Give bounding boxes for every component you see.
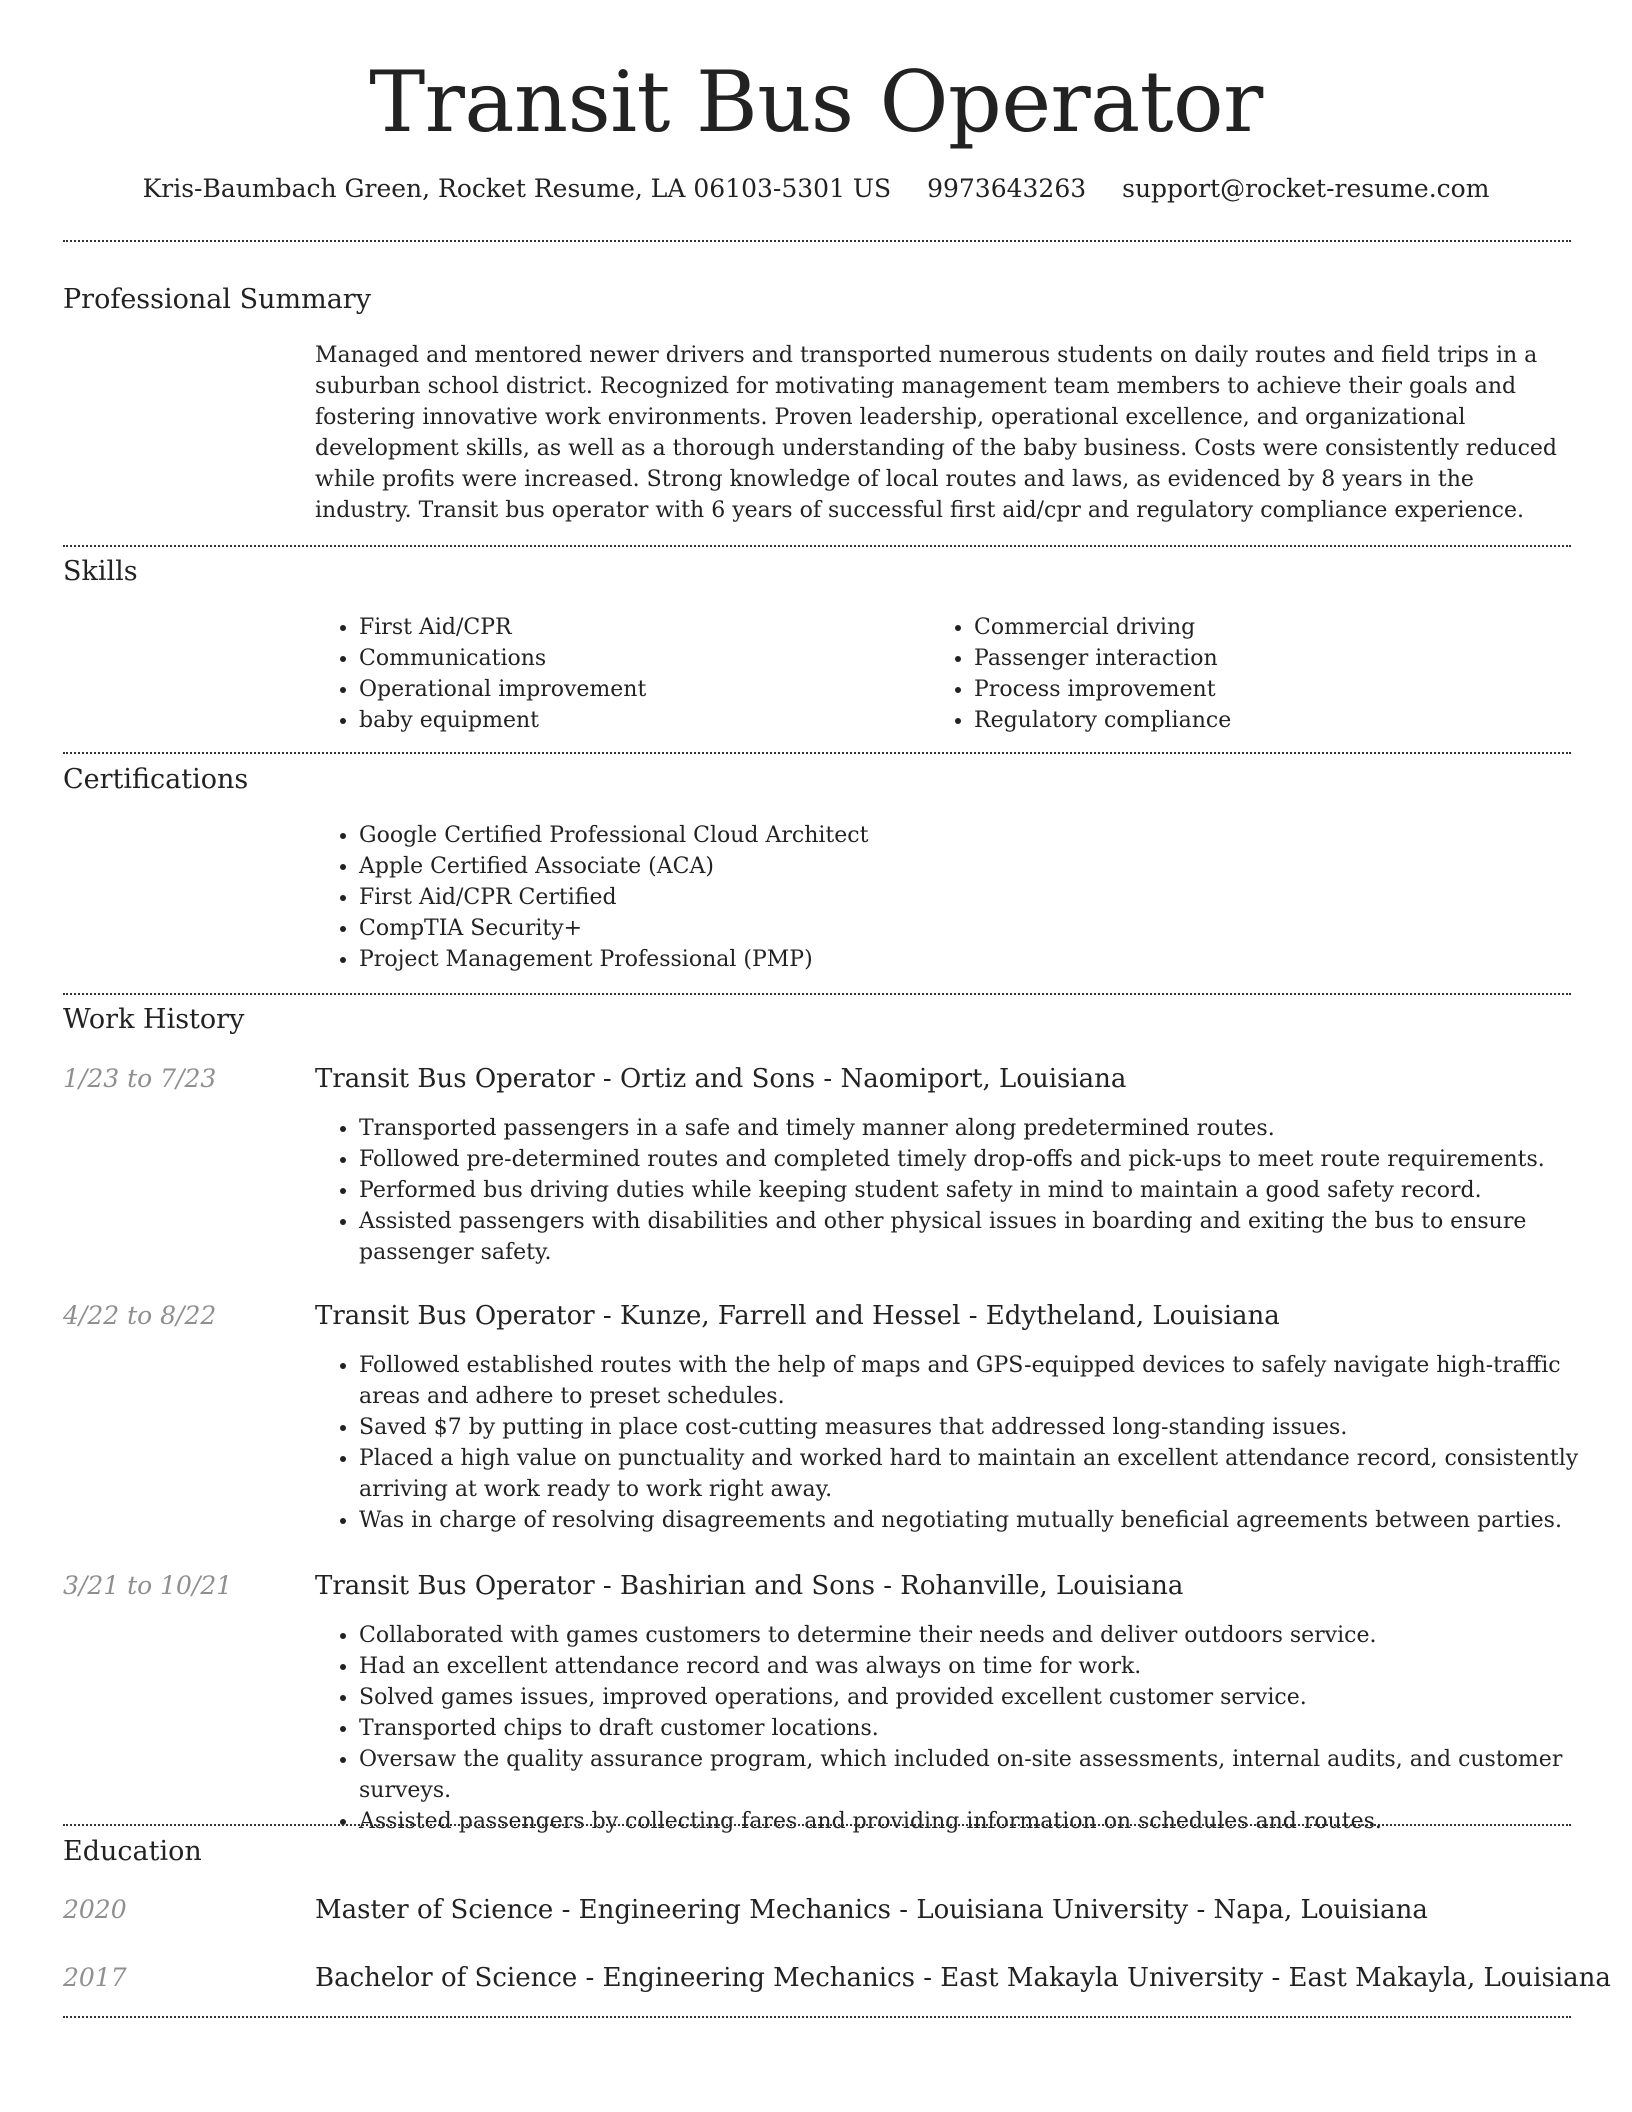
- education-year: 2017: [63, 1963, 127, 1992]
- summary-text: Managed and mentored newer drivers and transported numerous students on daily routes and field trips in a suburban school district. Recognized for motivating management team members to achieve their goals and fostering innovative work environments. Proven leadership, operational excellence, and organizational development skills, as well as a thorough understanding of the baby business. Costs were consistently reduced while profits were increased. Strong knowledge of local routes and laws, as evidenced by 8 years in the industry. Transit bus operator with 6 years of successful first aid/cpr and regulatory compliance experience.: [315, 343, 1558, 523]
- job-bullet: • Placed a high value on punctuality and worked hard to maintain an excellent attendance record, consistently arriving at work ready to work right away.: [359, 1443, 1609, 1505]
- job-bullets: [315, 1113, 1609, 1268]
- skill-item: • Communications: [359, 643, 919, 674]
- job-bullet: • Assisted passengers by collecting fares and providing information on schedules and routes.: [359, 1806, 1609, 1837]
- job-bullet: • Assisted passengers with disabilities and other physical issues in boarding and exiting the bus to ensure passenger safety.: [359, 1206, 1609, 1268]
- certification-item: • Apple Certified Associate (ACA): [359, 851, 1559, 882]
- job-bullets: [315, 1350, 1609, 1536]
- section-title-certifications: Certifications: [63, 764, 249, 795]
- skills-list-right: [930, 612, 1574, 736]
- job-bullet: • Transported passengers in a safe and timely manner along predetermined routes.: [359, 1113, 1609, 1144]
- job-bullets: [315, 1620, 1609, 1837]
- job-bullet: • Followed established routes with the help of maps and GPS-equipped devices to safely navigate high-traffic areas and adhere to preset schedules.: [359, 1350, 1609, 1412]
- contact-phone: 9973643263: [927, 174, 1087, 203]
- divider: [63, 545, 1571, 547]
- section-title-education: Education: [63, 1836, 202, 1867]
- skills-list-left: [315, 612, 919, 736]
- education-year: 2020: [63, 1895, 127, 1924]
- contact-address: Kris-Baumbach Green, Rocket Resume, LA 06103-5301 US: [142, 174, 892, 203]
- section-title-summary: Professional Summary: [63, 284, 371, 315]
- job-bullet: • Transported chips to draft customer locations.: [359, 1713, 1609, 1744]
- certification-item: • First Aid/CPR Certified: [359, 882, 1559, 913]
- skill-item: • Commercial driving: [974, 612, 1574, 643]
- job-bullet: • Oversaw the quality assurance program, which included on-site assessments, internal audits, and customer surveys.: [359, 1744, 1609, 1806]
- divider: [63, 2016, 1571, 2018]
- skill-item: • First Aid/CPR: [359, 612, 919, 643]
- certifications-list: [315, 820, 1559, 975]
- job-bullet: • Had an excellent attendance record and was always on time for work.: [359, 1651, 1609, 1682]
- skill-item: • Passenger interaction: [974, 643, 1574, 674]
- job-title: Transit Bus Operator - Kunze, Farrell and Hessel - Edytheland, Louisiana: [315, 1301, 1280, 1331]
- job-bullet: • Saved $7 by putting in place cost-cutting measures that addressed long-standing issues.: [359, 1412, 1609, 1443]
- job-title: Transit Bus Operator - Bashirian and Sons - Rohanville, Louisiana: [315, 1571, 1184, 1601]
- divider: [63, 240, 1571, 242]
- job-bullet: • Was in charge of resolving disagreements and negotiating mutually beneficial agreements between parties.: [359, 1505, 1609, 1536]
- resume-title: Transit Bus Operator: [369, 53, 1263, 151]
- certification-item: • Project Management Professional (PMP): [359, 944, 1559, 975]
- section-title-skills: Skills: [63, 556, 138, 587]
- divider: [63, 1824, 1571, 1826]
- skill-item: • Regulatory compliance: [974, 705, 1574, 736]
- job-dates: 4/22 to 8/22: [63, 1301, 217, 1330]
- skill-item: • baby equipment: [359, 705, 919, 736]
- section-title-work-history: Work History: [63, 1004, 245, 1035]
- job-bullet: • Solved games issues, improved operations, and provided excellent customer service.: [359, 1682, 1609, 1713]
- job-dates: 1/23 to 7/23: [63, 1064, 217, 1093]
- job-title: Transit Bus Operator - Ortiz and Sons - Naomiport, Louisiana: [315, 1064, 1127, 1094]
- divider: [63, 752, 1571, 754]
- education-degree: Master of Science - Engineering Mechanics - Louisiana University - Napa, Louisiana: [315, 1895, 1428, 1925]
- skill-item: • Process improvement: [974, 674, 1574, 705]
- job-bullet: • Followed pre-determined routes and completed timely drop-offs and pick-ups to meet route requirements.: [359, 1144, 1609, 1175]
- divider: [63, 993, 1571, 995]
- skill-item: • Operational improvement: [359, 674, 919, 705]
- job-bullet: • Performed bus driving duties while keeping student safety in mind to maintain a good safety record.: [359, 1175, 1609, 1206]
- certification-item: • Google Certified Professional Cloud Architect: [359, 820, 1559, 851]
- education-degree: Bachelor of Science - Engineering Mechanics - East Makayla University - East Makayla, Louisiana: [315, 1963, 1611, 1993]
- job-dates: 3/21 to 10/21: [63, 1571, 233, 1600]
- contact-email: support@rocket-resume.com: [1122, 174, 1490, 203]
- job-bullet: • Collaborated with games customers to determine their needs and deliver outdoors service.: [359, 1620, 1609, 1651]
- contact-line: [0, 170, 1632, 208]
- certification-item: • CompTIA Security+: [359, 913, 1559, 944]
